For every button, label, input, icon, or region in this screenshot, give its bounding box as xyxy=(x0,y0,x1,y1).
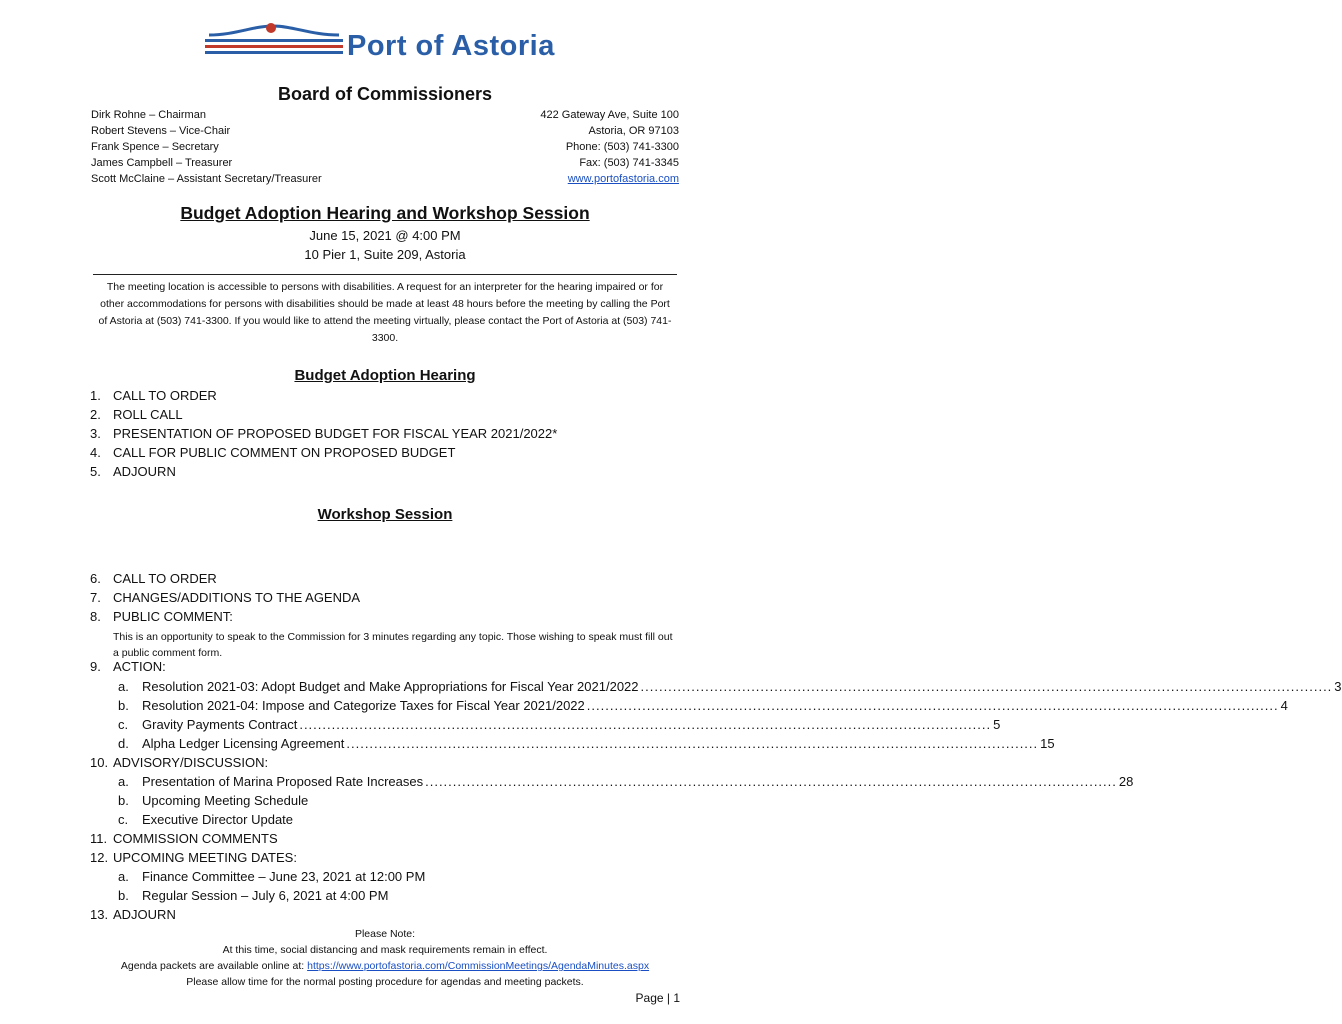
member-item: Robert Stevens – Vice-Chair xyxy=(91,125,231,137)
item-number: 2. xyxy=(90,407,101,422)
item-text: PUBLIC COMMENT: xyxy=(113,609,233,624)
item-letter: c. xyxy=(118,717,129,732)
agenda-item xyxy=(90,907,176,922)
meeting-title: Budget Adoption Hearing and Workshop Session xyxy=(180,203,590,223)
port-logo xyxy=(205,22,575,68)
leader-dots: ...................................................................................................................................................... xyxy=(586,698,1279,713)
footer-line xyxy=(0,960,770,972)
footer-line: Please allow time for the normal posting procedure for agendas and meeting packets. xyxy=(186,976,584,988)
leader-dots: ...................................................................................................................................................... xyxy=(346,736,1039,751)
item-text: Gravity Payments Contract xyxy=(142,717,298,732)
street-address: 422 Gateway Ave, Suite 100 xyxy=(540,109,679,121)
item-text: Presentation of Marina Proposed Rate Increases xyxy=(142,774,424,789)
advisory-item xyxy=(118,793,680,808)
upcoming-item xyxy=(118,869,680,884)
member-item: Scott McClaine – Assistant Secretary/Treasurer xyxy=(91,173,322,185)
item-text: UPCOMING MEETING DATES: xyxy=(113,850,297,865)
item-text: Upcoming Meeting Schedule xyxy=(142,793,309,808)
item-text: Regular Session – July 6, 2021 at 4:00 PM xyxy=(142,888,389,903)
page-ref: 15 xyxy=(1040,736,1055,751)
item-text: PRESENTATION OF PROPOSED BUDGET FOR FISCAL YEAR 2021/2022* xyxy=(113,426,558,441)
agenda-item xyxy=(90,831,278,846)
item-letter: a. xyxy=(118,774,129,789)
page-ref: 4 xyxy=(1280,698,1288,713)
agenda-item xyxy=(90,850,297,865)
divider xyxy=(93,274,677,275)
leader-dots: ...................................................................................................................................................... xyxy=(640,679,1333,694)
action-item xyxy=(118,736,1055,751)
agenda-item xyxy=(90,464,176,479)
item-text: ROLL CALL xyxy=(113,407,183,422)
action-item xyxy=(118,717,1001,732)
agenda-item xyxy=(90,590,360,605)
item-number: 8. xyxy=(90,609,101,624)
item-number: 1. xyxy=(90,388,101,403)
phone-number: Phone: (503) 741-3300 xyxy=(565,141,679,153)
item-letter: a. xyxy=(118,679,129,694)
item-number: 10. xyxy=(90,755,109,770)
agenda-item xyxy=(90,609,233,624)
agenda-item xyxy=(90,755,268,770)
hearing-title: Budget Adoption Hearing xyxy=(294,367,476,384)
footer-note-title: Please Note: xyxy=(354,928,416,940)
item-text: ADJOURN xyxy=(113,464,176,479)
item-number: 13. xyxy=(90,907,109,922)
page-number: Page | 1 xyxy=(635,991,680,1005)
item-number: 6. xyxy=(90,571,101,586)
item-number: 4. xyxy=(90,445,101,460)
advisory-item xyxy=(118,774,1134,789)
member-item: James Campbell – Treasurer xyxy=(91,157,233,169)
item-number: 12. xyxy=(90,850,109,865)
contact-block xyxy=(540,107,679,187)
public-comment-note: This is an opportunity to speak to the Commission for 3 minutes regarding any topic. Those wishing to speak must fill out a public comment form. xyxy=(113,631,673,659)
footer-line: At this time, social distancing and mask requirements remain in effect. xyxy=(222,944,548,956)
website-link[interactable]: www.portofastoria.com xyxy=(567,173,679,185)
page-ref: 3 xyxy=(1334,679,1342,694)
leader-dots: ...................................................................................................................................................... xyxy=(425,774,1117,789)
item-letter: d. xyxy=(118,736,129,751)
upcoming-item xyxy=(118,888,680,903)
page-ref: 5 xyxy=(993,717,1001,732)
item-letter: b. xyxy=(118,698,129,713)
leader-dots: ...................................................................................................................................................... xyxy=(299,717,992,732)
item-letter: b. xyxy=(118,793,129,808)
item-number: 3. xyxy=(90,426,101,441)
item-text: CHANGES/ADDITIONS TO THE AGENDA xyxy=(113,590,361,605)
workshop-title: Workshop Session xyxy=(317,506,453,523)
action-item xyxy=(118,698,1288,713)
page-ref: 28 xyxy=(1118,774,1134,789)
member-list xyxy=(91,107,322,187)
logo-stripes-icon xyxy=(205,22,345,68)
action-item xyxy=(118,679,1342,694)
agenda-item xyxy=(90,445,455,460)
member-item: Frank Spence – Secretary xyxy=(91,141,219,153)
city-address: Astoria, OR 97103 xyxy=(588,125,679,137)
member-item: Dirk Rohne – Chairman xyxy=(91,109,206,121)
item-text: Resolution 2021-04: Impose and Categorize Taxes for Fiscal Year 2021/2022 xyxy=(142,698,585,713)
logo-text: Port of Astoria xyxy=(347,30,555,62)
accessibility-notice: The meeting location is accessible to persons with disabilities. A request for an interpreter for the hearing impaired or for other accommodations for persons with disabilities should be made at least 48 hours before the meeting by calling the Port of Astoria at (503) 741-3300. If you would like to attend the meeting virtually, please contact the Port of Astoria at (503) 741-3300. xyxy=(98,281,672,344)
item-text: Finance Committee – June 23, 2021 at 12:00 PM xyxy=(142,869,426,884)
agenda-item xyxy=(90,571,217,586)
footer-prefix: Agenda packets are available online at: xyxy=(120,960,308,972)
agenda-item xyxy=(90,426,557,441)
item-number: 9. xyxy=(90,659,101,674)
item-text: ADVISORY/DISCUSSION: xyxy=(113,755,269,770)
item-text: CALL TO ORDER xyxy=(113,388,217,403)
item-number: 11. xyxy=(90,831,108,846)
item-text: CALL TO ORDER xyxy=(113,571,217,586)
item-text: ACTION: xyxy=(113,659,166,674)
item-number: 5. xyxy=(90,464,101,479)
item-text: Alpha Ledger Licensing Agreement xyxy=(142,736,345,751)
agenda-item xyxy=(90,407,183,422)
meeting-date: June 15, 2021 @ 4:00 PM xyxy=(309,228,461,243)
item-letter: b. xyxy=(118,888,129,903)
item-letter: c. xyxy=(118,812,129,827)
item-text: Resolution 2021-03: Adopt Budget and Make Appropriations for Fiscal Year 2021/2022 xyxy=(142,679,639,694)
meeting-location: 10 Pier 1, Suite 209, Astoria xyxy=(304,247,466,262)
agenda-packets-link[interactable]: https://www.portofastoria.com/CommissionMeetings/AgendaMinutes.aspx xyxy=(307,960,650,972)
item-text: CALL FOR PUBLIC COMMENT ON PROPOSED BUDGET xyxy=(113,445,456,460)
item-text: COMMISSION COMMENTS xyxy=(113,831,278,846)
advisory-item xyxy=(118,812,680,827)
fax-number: Fax: (503) 741-3345 xyxy=(579,157,679,169)
item-letter: a. xyxy=(118,869,129,884)
agenda-item xyxy=(90,659,166,674)
agenda-item xyxy=(90,388,217,403)
board-title: Board of Commissioners xyxy=(277,84,493,104)
item-text: ADJOURN xyxy=(113,907,176,922)
item-text: Executive Director Update xyxy=(142,812,294,827)
item-number: 7. xyxy=(90,590,101,605)
